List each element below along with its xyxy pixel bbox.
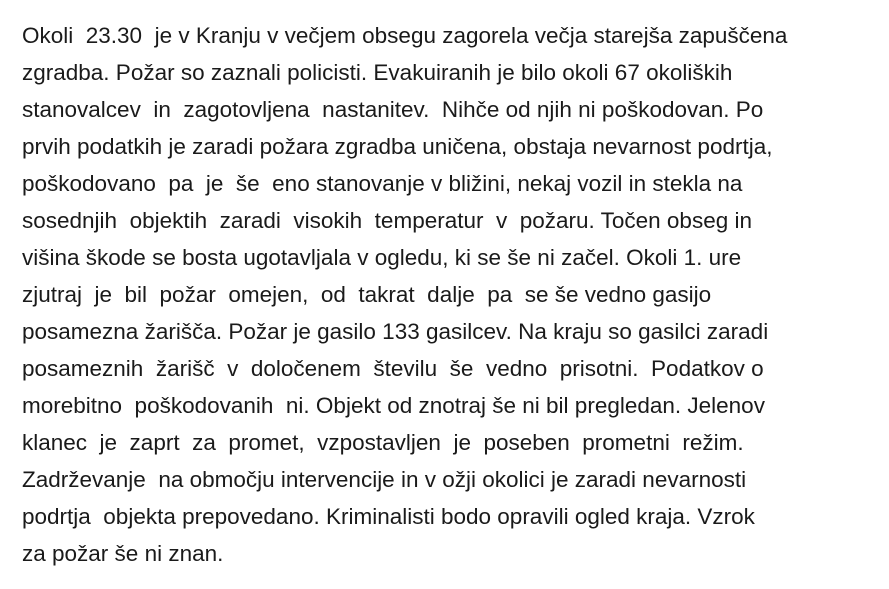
- article-line: stanovalcev in zagotovljena nastanitev. Nihče od njih ni poškodovan. Po: [22, 97, 764, 122]
- article-line: Zadrževanje na območju intervencije in v ožji okolici je zaradi nevarnosti: [22, 467, 747, 492]
- article-line: klanec je zaprt za promet, vzpostavljen je poseben prometni režim.: [22, 430, 744, 455]
- article-line: morebitno poškodovanih ni. Objekt od znotraj še ni bil pregledan. Jelenov: [22, 393, 765, 418]
- article-line: prvih podatkih je zaradi požara zgradba uničena, obstaja nevarnost podrtja,: [22, 134, 773, 159]
- article-line: Okoli 23.30 je v Kranju v večjem obsegu zagorela večja starejša zapuščena: [22, 23, 788, 48]
- article-line: poškodovano pa je še eno stanovanje v bližini, nekaj vozil in stekla na: [22, 171, 743, 196]
- article-line: posamezna žarišča. Požar je gasilo 133 gasilcev. Na kraju so gasilci zaradi: [22, 319, 769, 344]
- article-line: višina škode se bosta ugotavljala v ogledu, ki se še ni začel. Okoli 1. ure: [22, 245, 742, 270]
- article-line: sosednjih objektih zaradi visokih temperatur v požaru. Točen obseg in: [22, 208, 752, 233]
- article-line: zjutraj je bil požar omejen, od takrat dalje pa se še vedno gasijo: [22, 282, 712, 307]
- article-line: za požar še ni znan.: [22, 541, 224, 566]
- article-line: posameznih žarišč v določenem številu še vedno prisotni. Podatkov o: [22, 356, 764, 381]
- article-line: zgradba. Požar so zaznali policisti. Evakuiranih je bilo okoli 67 okoliških: [22, 60, 733, 85]
- article-line: podrtja objekta prepovedano. Kriminalisti bodo opravili ogled kraja. Vzrok: [22, 504, 755, 529]
- article-paragraph: [22, 17, 879, 572]
